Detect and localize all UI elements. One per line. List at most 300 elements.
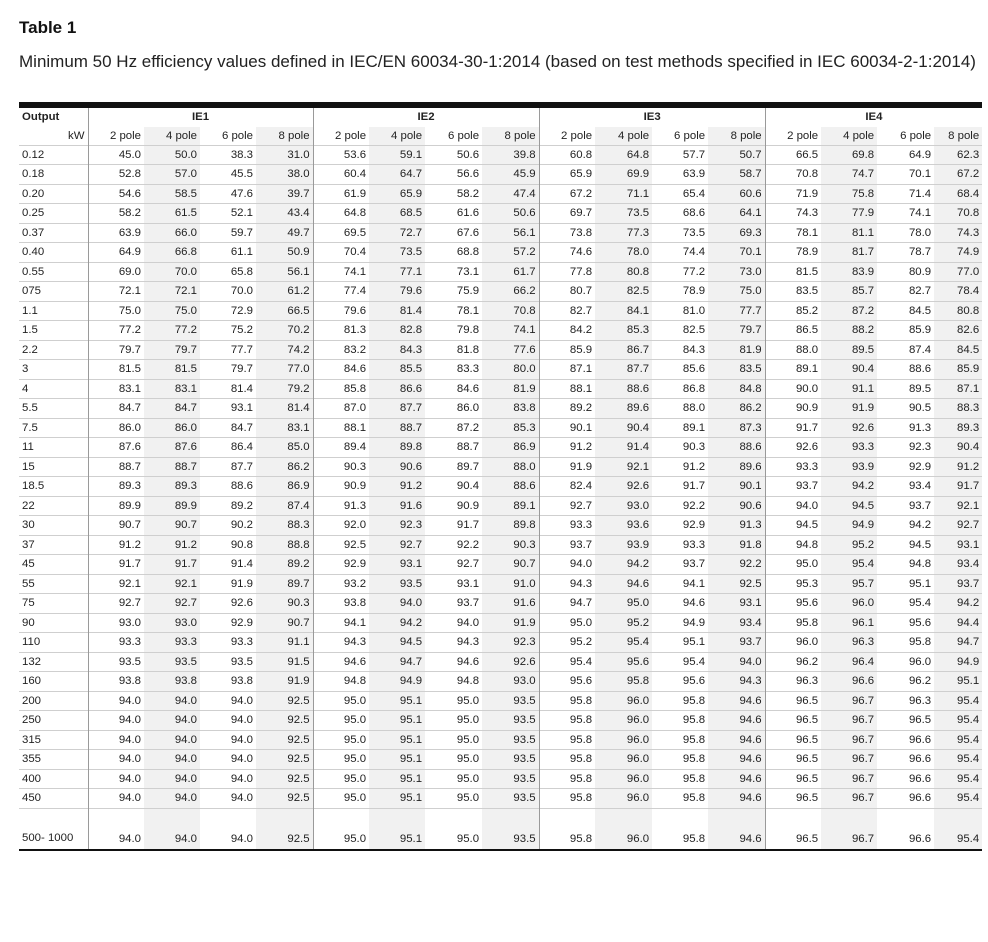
value-cell: 70.8 <box>934 204 982 224</box>
value-cell: 89.8 <box>369 438 425 458</box>
value-cell: 74.2 <box>256 340 313 360</box>
value-cell: 94.2 <box>934 594 982 614</box>
value-cell: 70.8 <box>765 165 821 185</box>
value-cell: 77.3 <box>595 223 652 243</box>
value-cell: 77.2 <box>144 321 200 341</box>
value-cell: 96.0 <box>595 808 652 850</box>
pole-header-ie1-1: 2 pole <box>109 129 141 142</box>
value-cell: 79.7 <box>708 321 765 341</box>
value-cell: 95.0 <box>425 691 482 711</box>
table-row <box>19 711 982 731</box>
output-cell: 0.12 <box>19 145 88 165</box>
value-cell: 89.3 <box>144 477 200 497</box>
value-cell: 84.7 <box>200 418 256 438</box>
table-row <box>19 594 982 614</box>
value-cell: 96.5 <box>877 711 934 731</box>
pole-header-ie3-3: 6 pole <box>674 129 706 142</box>
value-cell: 53.6 <box>313 145 369 165</box>
output-cell: 0.25 <box>19 204 88 224</box>
value-cell: 95.0 <box>425 769 482 789</box>
value-cell: 89.1 <box>652 418 708 438</box>
value-cell: 94.5 <box>765 516 821 536</box>
table-row <box>19 574 982 594</box>
group-header-ie2: IE2 <box>313 105 539 127</box>
output-cell: 90 <box>19 613 88 633</box>
value-cell: 94.0 <box>765 496 821 516</box>
value-cell: 81.9 <box>708 340 765 360</box>
value-cell: 93.7 <box>425 594 482 614</box>
table-row <box>19 691 982 711</box>
value-cell: 94.5 <box>877 535 934 555</box>
value-cell: 86.6 <box>369 379 425 399</box>
value-cell: 86.2 <box>256 457 313 477</box>
value-cell: 88.0 <box>652 399 708 419</box>
value-cell: 77.6 <box>482 340 539 360</box>
value-cell: 89.3 <box>88 477 144 497</box>
value-cell: 90.1 <box>539 418 595 438</box>
value-cell: 79.2 <box>256 379 313 399</box>
value-cell: 58.2 <box>88 204 144 224</box>
value-cell: 50.6 <box>482 204 539 224</box>
value-cell: 38.0 <box>256 165 313 185</box>
value-cell: 94.3 <box>539 574 595 594</box>
value-cell: 81.4 <box>200 379 256 399</box>
value-cell: 89.7 <box>425 457 482 477</box>
value-cell: 95.2 <box>595 613 652 633</box>
value-cell: 93.0 <box>88 613 144 633</box>
value-cell: 92.5 <box>256 769 313 789</box>
value-cell: 75.8 <box>821 184 877 204</box>
value-cell: 70.0 <box>200 282 256 302</box>
value-cell: 92.1 <box>934 496 982 516</box>
value-cell: 95.0 <box>425 730 482 750</box>
value-cell: 95.0 <box>425 750 482 770</box>
value-cell: 72.9 <box>200 301 256 321</box>
value-cell: 93.7 <box>652 555 708 575</box>
table-row <box>19 633 982 653</box>
value-cell: 39.8 <box>482 145 539 165</box>
value-cell: 93.2 <box>313 574 369 594</box>
value-cell: 94.6 <box>708 769 765 789</box>
value-cell: 91.7 <box>765 418 821 438</box>
value-cell: 93.3 <box>765 457 821 477</box>
value-cell: 84.3 <box>369 340 425 360</box>
value-cell: 95.4 <box>934 750 982 770</box>
value-cell: 93.8 <box>200 672 256 692</box>
value-cell: 94.0 <box>200 769 256 789</box>
value-cell: 88.6 <box>200 477 256 497</box>
value-cell: 91.9 <box>256 672 313 692</box>
value-cell: 90.6 <box>708 496 765 516</box>
value-cell: 90.2 <box>200 516 256 536</box>
value-cell: 92.3 <box>482 633 539 653</box>
value-cell: 95.0 <box>313 808 369 850</box>
value-cell: 64.9 <box>877 145 934 165</box>
value-cell: 93.5 <box>482 808 539 850</box>
output-cell: 2.2 <box>19 340 88 360</box>
value-cell: 93.1 <box>200 399 256 419</box>
value-cell: 88.7 <box>88 457 144 477</box>
value-cell: 70.1 <box>708 243 765 263</box>
output-cell: 37 <box>19 535 88 555</box>
value-cell: 95.6 <box>652 672 708 692</box>
value-cell: 65.9 <box>539 165 595 185</box>
value-cell: 93.4 <box>934 555 982 575</box>
value-cell: 38.3 <box>200 145 256 165</box>
pole-header-ie4-3: 6 pole <box>900 129 932 142</box>
value-cell: 95.0 <box>313 691 369 711</box>
value-cell: 65.4 <box>652 184 708 204</box>
value-cell: 89.7 <box>256 574 313 594</box>
value-cell: 92.7 <box>539 496 595 516</box>
value-cell: 84.6 <box>313 360 369 380</box>
value-cell: 84.6 <box>425 379 482 399</box>
value-cell: 90.1 <box>708 477 765 497</box>
value-cell: 92.1 <box>144 574 200 594</box>
value-cell: 89.1 <box>482 496 539 516</box>
value-cell: 77.2 <box>88 321 144 341</box>
value-cell: 90.7 <box>482 555 539 575</box>
pole-header-ie4-2: 4 pole <box>821 127 877 146</box>
value-cell: 94.0 <box>88 769 144 789</box>
value-cell: 95.0 <box>425 711 482 731</box>
value-cell: 96.0 <box>595 789 652 809</box>
value-cell: 91.3 <box>313 496 369 516</box>
value-cell: 63.9 <box>652 165 708 185</box>
value-cell: 95.3 <box>765 574 821 594</box>
value-cell: 66.5 <box>765 145 821 165</box>
value-cell: 92.5 <box>708 574 765 594</box>
value-cell: 94.9 <box>934 652 982 672</box>
table-row <box>19 555 982 575</box>
value-cell: 57.0 <box>144 165 200 185</box>
value-cell: 72.1 <box>88 282 144 302</box>
value-cell: 86.0 <box>88 418 144 438</box>
value-cell: 45.5 <box>200 165 256 185</box>
value-cell: 85.9 <box>539 340 595 360</box>
value-cell: 86.5 <box>765 321 821 341</box>
value-cell: 74.7 <box>821 165 877 185</box>
value-cell: 47.4 <box>482 184 539 204</box>
value-cell: 64.8 <box>595 145 652 165</box>
value-cell: 96.3 <box>877 691 934 711</box>
value-cell: 75.9 <box>425 282 482 302</box>
value-cell: 82.7 <box>539 301 595 321</box>
value-cell: 90.4 <box>934 438 982 458</box>
value-cell: 79.7 <box>200 360 256 380</box>
value-cell: 61.9 <box>313 184 369 204</box>
value-cell: 84.7 <box>88 399 144 419</box>
value-cell: 94.0 <box>369 594 425 614</box>
value-cell: 77.0 <box>934 262 982 282</box>
value-cell: 93.8 <box>313 594 369 614</box>
value-cell: 94.6 <box>708 808 765 850</box>
value-cell: 95.1 <box>369 750 425 770</box>
value-cell: 94.0 <box>144 730 200 750</box>
output-cell: 0.37 <box>19 223 88 243</box>
value-cell: 74.6 <box>539 243 595 263</box>
value-cell: 92.6 <box>595 477 652 497</box>
value-cell: 85.3 <box>595 321 652 341</box>
value-cell: 62.3 <box>934 145 982 165</box>
value-cell: 96.6 <box>877 730 934 750</box>
value-cell: 79.6 <box>369 282 425 302</box>
value-cell: 92.1 <box>595 457 652 477</box>
value-cell: 96.5 <box>765 711 821 731</box>
value-cell: 95.8 <box>539 711 595 731</box>
value-cell: 94.0 <box>708 652 765 672</box>
table-row <box>19 282 982 302</box>
value-cell: 90.7 <box>256 613 313 633</box>
output-cell: 15 <box>19 457 88 477</box>
value-cell: 88.6 <box>595 379 652 399</box>
value-cell: 93.1 <box>708 594 765 614</box>
value-cell: 96.5 <box>765 750 821 770</box>
value-cell: 93.3 <box>88 633 144 653</box>
value-cell: 88.0 <box>765 340 821 360</box>
value-cell: 95.8 <box>539 691 595 711</box>
value-cell: 94.6 <box>708 711 765 731</box>
value-cell: 71.1 <box>595 184 652 204</box>
value-cell: 95.0 <box>313 750 369 770</box>
value-cell: 83.5 <box>708 360 765 380</box>
value-cell: 94.0 <box>200 730 256 750</box>
value-cell: 91.9 <box>200 574 256 594</box>
value-cell: 95.4 <box>934 769 982 789</box>
value-cell: 92.5 <box>256 808 313 850</box>
value-cell: 74.3 <box>934 223 982 243</box>
table-row <box>19 613 982 633</box>
value-cell: 91.2 <box>88 535 144 555</box>
value-cell: 88.0 <box>482 457 539 477</box>
table-row <box>19 652 982 672</box>
value-cell: 87.6 <box>144 438 200 458</box>
value-cell: 95.1 <box>934 672 982 692</box>
value-cell: 95.0 <box>313 711 369 731</box>
value-cell: 93.5 <box>369 574 425 594</box>
value-cell: 61.1 <box>200 243 256 263</box>
value-cell: 74.4 <box>652 243 708 263</box>
value-cell: 88.6 <box>708 438 765 458</box>
value-cell: 96.4 <box>821 652 877 672</box>
pole-header-ie2-3: 6 pole <box>448 129 480 142</box>
value-cell: 86.0 <box>144 418 200 438</box>
value-cell: 64.9 <box>88 243 144 263</box>
value-cell: 86.0 <box>425 399 482 419</box>
value-cell: 81.3 <box>313 321 369 341</box>
value-cell: 95.8 <box>652 750 708 770</box>
table-row <box>19 808 982 850</box>
value-cell: 95.6 <box>765 594 821 614</box>
value-cell: 90.4 <box>425 477 482 497</box>
pole-header-ie1-2: 4 pole <box>144 127 200 146</box>
value-cell: 77.7 <box>200 340 256 360</box>
table-subtitle: Minimum 50 Hz efficiency values defined in IEC/EN 60034-30-1:2014 (based on test methods specified in IEC 60034-2-1:2014) <box>19 52 976 71</box>
value-cell: 78.9 <box>652 282 708 302</box>
value-cell: 52.1 <box>200 204 256 224</box>
value-cell: 87.4 <box>877 340 934 360</box>
value-cell: 84.1 <box>595 301 652 321</box>
value-cell: 95.2 <box>821 535 877 555</box>
value-cell: 92.9 <box>200 613 256 633</box>
pole-header-ie3-2: 4 pole <box>595 127 652 146</box>
value-cell: 94.7 <box>934 633 982 653</box>
value-cell: 94.3 <box>313 633 369 653</box>
value-cell: 95.0 <box>595 594 652 614</box>
value-cell: 89.6 <box>595 399 652 419</box>
value-cell: 82.4 <box>539 477 595 497</box>
value-cell: 96.2 <box>765 652 821 672</box>
value-cell: 50.6 <box>425 145 482 165</box>
value-cell: 73.1 <box>425 262 482 282</box>
value-cell: 84.7 <box>144 399 200 419</box>
value-cell: 93.7 <box>708 633 765 653</box>
value-cell: 63.9 <box>88 223 144 243</box>
table-row <box>19 535 982 555</box>
output-cell: 400 <box>19 769 88 789</box>
value-cell: 81.5 <box>144 360 200 380</box>
value-cell: 96.5 <box>765 769 821 789</box>
value-cell: 92.5 <box>313 535 369 555</box>
value-cell: 92.7 <box>88 594 144 614</box>
value-cell: 92.5 <box>256 750 313 770</box>
value-cell: 95.8 <box>539 789 595 809</box>
value-cell: 78.1 <box>425 301 482 321</box>
table-row <box>19 184 982 204</box>
group-header-row <box>19 105 982 127</box>
table-row <box>19 496 982 516</box>
value-cell: 94.2 <box>369 613 425 633</box>
value-cell: 95.1 <box>369 769 425 789</box>
pole-header-ie4-1: 2 pole <box>787 129 819 142</box>
value-cell: 64.7 <box>369 165 425 185</box>
value-cell: 91.2 <box>539 438 595 458</box>
value-cell: 94.3 <box>425 633 482 653</box>
value-cell: 72.1 <box>144 282 200 302</box>
value-cell: 59.1 <box>369 145 425 165</box>
value-cell: 96.6 <box>877 750 934 770</box>
value-cell: 94.6 <box>425 652 482 672</box>
value-cell: 96.7 <box>821 789 877 809</box>
value-cell: 91.7 <box>934 477 982 497</box>
value-cell: 90.3 <box>652 438 708 458</box>
value-cell: 96.2 <box>877 672 934 692</box>
pole-header-row <box>19 127 982 146</box>
value-cell: 96.3 <box>765 672 821 692</box>
value-cell: 94.0 <box>88 691 144 711</box>
table-row <box>19 379 982 399</box>
value-cell: 43.4 <box>256 204 313 224</box>
output-cell: 18.5 <box>19 477 88 497</box>
value-cell: 96.0 <box>595 711 652 731</box>
table-row <box>19 516 982 536</box>
value-cell: 57.7 <box>652 145 708 165</box>
value-cell: 94.2 <box>877 516 934 536</box>
value-cell: 70.2 <box>256 321 313 341</box>
value-cell: 90.9 <box>765 399 821 419</box>
value-cell: 72.7 <box>369 223 425 243</box>
value-cell: 64.1 <box>708 204 765 224</box>
table-row <box>19 262 982 282</box>
value-cell: 91.9 <box>821 399 877 419</box>
value-cell: 73.5 <box>369 243 425 263</box>
value-cell: 56.1 <box>256 262 313 282</box>
table-row <box>19 672 982 692</box>
value-cell: 87.1 <box>934 379 982 399</box>
value-cell: 94.0 <box>144 691 200 711</box>
value-cell: 84.3 <box>652 340 708 360</box>
value-cell: 95.4 <box>934 711 982 731</box>
value-cell: 78.0 <box>595 243 652 263</box>
value-cell: 69.0 <box>88 262 144 282</box>
value-cell: 95.1 <box>652 633 708 653</box>
value-cell: 83.1 <box>88 379 144 399</box>
value-cell: 74.9 <box>934 243 982 263</box>
value-cell: 75.2 <box>200 321 256 341</box>
value-cell: 74.1 <box>877 204 934 224</box>
value-cell: 70.8 <box>482 301 539 321</box>
value-cell: 91.5 <box>256 652 313 672</box>
pole-header-ie1-3: 6 pole <box>221 129 253 142</box>
output-cell: 132 <box>19 652 88 672</box>
table-row <box>19 204 982 224</box>
output-cell: 0.55 <box>19 262 88 282</box>
value-cell: 81.4 <box>256 399 313 419</box>
value-cell: 91.6 <box>369 496 425 516</box>
value-cell: 93.0 <box>482 672 539 692</box>
value-cell: 95.7 <box>821 574 877 594</box>
value-cell: 80.9 <box>877 262 934 282</box>
pole-header-ie2-2: 4 pole <box>369 127 425 146</box>
value-cell: 92.2 <box>652 496 708 516</box>
value-cell: 91.7 <box>88 555 144 575</box>
value-cell: 95.8 <box>652 769 708 789</box>
value-cell: 83.1 <box>256 418 313 438</box>
value-cell: 78.7 <box>877 243 934 263</box>
value-cell: 49.7 <box>256 223 313 243</box>
value-cell: 93.8 <box>144 672 200 692</box>
value-cell: 94.6 <box>313 652 369 672</box>
value-cell: 85.9 <box>934 360 982 380</box>
value-cell: 86.2 <box>708 399 765 419</box>
value-cell: 95.8 <box>765 613 821 633</box>
value-cell: 94.0 <box>200 750 256 770</box>
value-cell: 94.3 <box>708 672 765 692</box>
output-cell: 500- 1000 <box>19 808 88 850</box>
output-cell: 1.5 <box>19 321 88 341</box>
output-cell: 3 <box>19 360 88 380</box>
value-cell: 84.8 <box>708 379 765 399</box>
value-cell: 85.7 <box>821 282 877 302</box>
value-cell: 94.2 <box>821 477 877 497</box>
value-cell: 94.8 <box>313 672 369 692</box>
value-cell: 66.8 <box>144 243 200 263</box>
value-cell: 96.0 <box>877 652 934 672</box>
value-cell: 93.1 <box>425 574 482 594</box>
value-cell: 94.6 <box>708 750 765 770</box>
value-cell: 95.8 <box>652 691 708 711</box>
value-cell: 94.6 <box>708 789 765 809</box>
value-cell: 93.5 <box>482 789 539 809</box>
value-cell: 88.2 <box>821 321 877 341</box>
value-cell: 90.0 <box>765 379 821 399</box>
value-cell: 93.7 <box>539 535 595 555</box>
value-cell: 93.7 <box>934 574 982 594</box>
value-cell: 91.2 <box>652 457 708 477</box>
value-cell: 92.5 <box>256 711 313 731</box>
value-cell: 85.8 <box>313 379 369 399</box>
value-cell: 95.0 <box>313 789 369 809</box>
